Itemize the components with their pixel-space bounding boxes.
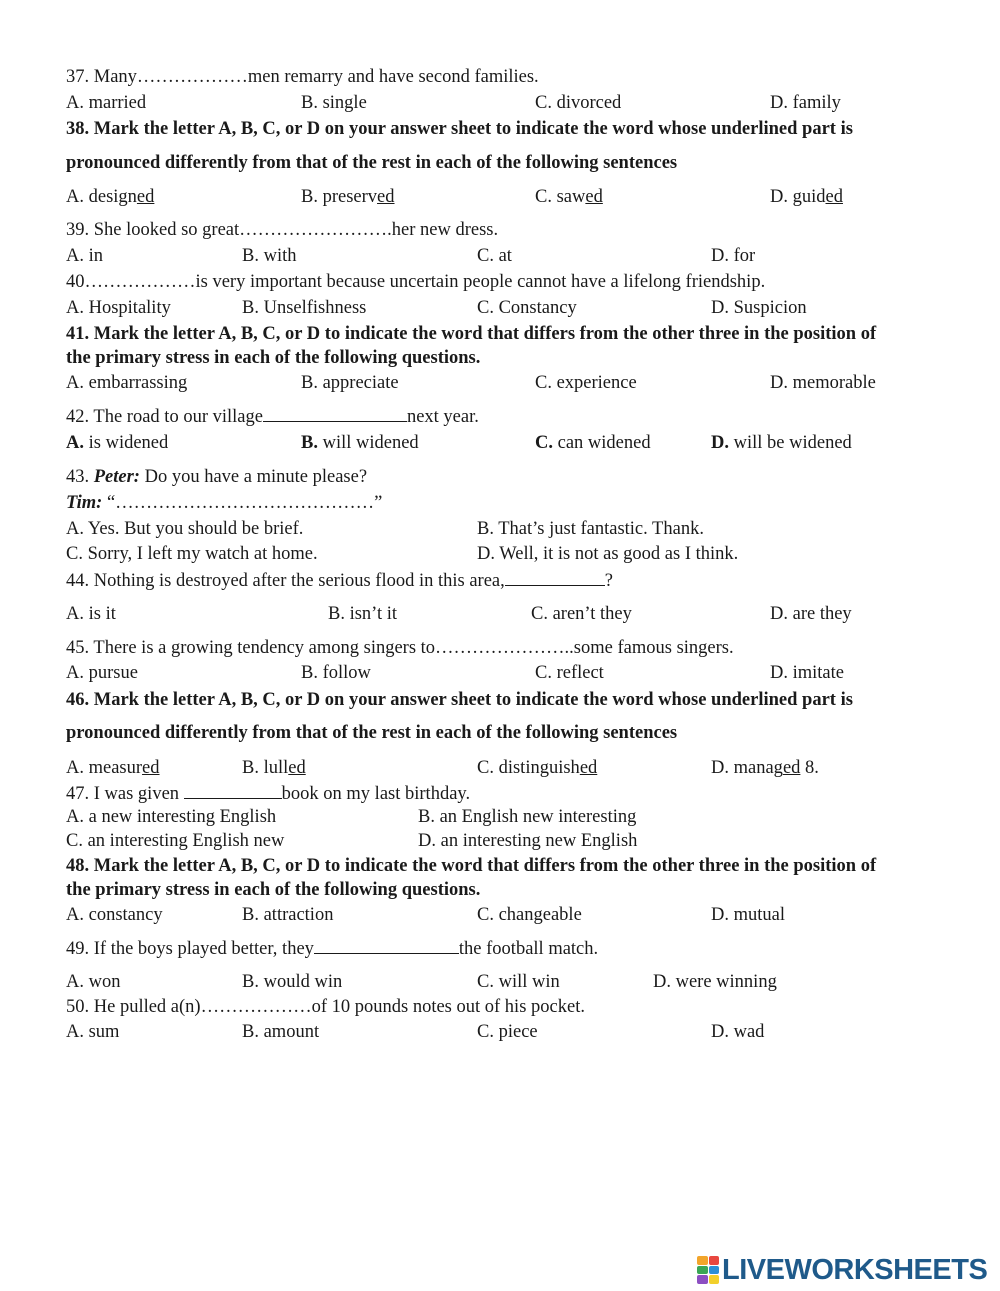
q45-option-c[interactable]: C. reflect (535, 663, 604, 683)
q47-option-c[interactable]: C. an interesting English new (66, 831, 285, 851)
q37-option-b[interactable]: B. single (301, 93, 367, 113)
question-48-instruction-2: the primary stress in each of the following questions. (66, 880, 481, 900)
q49-option-d[interactable]: D. were winning (653, 972, 777, 992)
q41-option-a[interactable]: A. embarrassing (66, 373, 188, 393)
q46-option-c[interactable]: C. distinguished (477, 758, 598, 778)
q42-option-b[interactable]: B. will widened (301, 433, 419, 453)
q41-option-d[interactable]: D. memorable (770, 373, 876, 393)
q49-option-b[interactable]: B. would win (242, 972, 343, 992)
answer-blank[interactable] (263, 405, 407, 422)
q39-option-a[interactable]: A. in (66, 246, 103, 266)
question-41-instruction-2: the primary stress in each of the following questions. (66, 348, 481, 368)
q50-option-d[interactable]: D. wad (711, 1022, 765, 1042)
q38-option-a[interactable]: A. designed (66, 187, 155, 207)
q44-option-c[interactable]: C. aren’t they (531, 604, 632, 624)
q40-option-d[interactable]: D. Suspicion (711, 298, 807, 318)
q49-option-c[interactable]: C. will win (477, 972, 560, 992)
question-38-instruction-2: pronounced differently from that of the rest in each of the following sentences (66, 153, 678, 173)
question-46-instruction-1: 46. Mark the letter A, B, C, or D on your answer sheet to indicate the word whose underlined part is (66, 690, 853, 710)
q39-option-c[interactable]: C. at (477, 246, 512, 266)
q44-option-a[interactable]: A. is it (66, 604, 116, 624)
question-49-stem: 49. If the boys played better, they the football match. (66, 939, 599, 959)
q39-option-b[interactable]: B. with (242, 246, 297, 266)
q44-option-b[interactable]: B. isn’t it (328, 604, 398, 624)
question-43-peter-line: 43. Peter: Do you have a minute please? (66, 467, 368, 487)
q45-option-b[interactable]: B. follow (301, 663, 371, 683)
q43-option-d[interactable]: D. Well, it is not as good as I think. (477, 544, 739, 564)
question-43-tim-line: Tim: “……………………………………” (66, 493, 383, 513)
question-41-instruction-1: 41. Mark the letter A, B, C, or D to indicate the word that differs from the other three in the position of (66, 324, 877, 344)
q41-option-b[interactable]: B. appreciate (301, 373, 399, 393)
q43-option-c[interactable]: C. Sorry, I left my watch at home. (66, 544, 318, 564)
q38-option-c[interactable]: C. sawed (535, 187, 603, 207)
q45-option-d[interactable]: D. imitate (770, 663, 844, 683)
q50-option-b[interactable]: B. amount (242, 1022, 320, 1042)
liveworksheets-logo[interactable] (697, 1255, 987, 1285)
q37-option-a[interactable]: A. married (66, 93, 147, 113)
q48-option-a[interactable]: A. constancy (66, 905, 163, 925)
q42-option-c[interactable]: C. can widened (535, 433, 651, 453)
q37-option-c[interactable]: C. divorced (535, 93, 622, 113)
q44-option-d[interactable]: D. are they (770, 604, 852, 624)
question-44-stem: 44. Nothing is destroyed after the serious flood in this area, ? (66, 571, 613, 591)
q42-option-a[interactable]: A. is widened (66, 433, 169, 453)
q38-option-b[interactable]: B. preserved (301, 187, 395, 207)
q47-option-a[interactable]: A. a new interesting English (66, 807, 277, 827)
question-50-stem: 50. He pulled a(n)………………of 10 pounds notes out of his pocket. (66, 997, 585, 1017)
q48-option-c[interactable]: C. changeable (477, 905, 582, 925)
q50-option-c[interactable]: C. piece (477, 1022, 538, 1042)
q48-option-d[interactable]: D. mutual (711, 905, 785, 925)
q50-option-a[interactable]: A. sum (66, 1022, 120, 1042)
question-48-instruction-1: 48. Mark the letter A, B, C, or D to indicate the word that differs from the other three in the position of (66, 856, 877, 876)
question-46-instruction-2: pronounced differently from that of the rest in each of the following sentences (66, 723, 678, 743)
q46-option-a[interactable]: A. measured (66, 758, 160, 778)
q48-option-b[interactable]: B. attraction (242, 905, 334, 925)
q40-option-b[interactable]: B. Unselfishness (242, 298, 367, 318)
q40-option-c[interactable]: C. Constancy (477, 298, 577, 318)
q47-option-d[interactable]: D. an interesting new English (418, 831, 638, 851)
q42-option-d[interactable]: D. will be widened (711, 433, 852, 453)
liveworksheets-logo-text: LIVEWORKSHEETS (722, 1253, 988, 1286)
q37-option-d[interactable]: D. family (770, 93, 841, 113)
q41-option-c[interactable]: C. experience (535, 373, 637, 393)
question-39-stem: 39. She looked so great…………………….her new dress. (66, 220, 499, 240)
answer-blank[interactable] (505, 569, 605, 586)
answer-blank[interactable] (314, 937, 459, 954)
q49-option-a[interactable]: A. won (66, 972, 121, 992)
liveworksheets-logo-icon (697, 1256, 719, 1284)
question-40-stem: 40………………is very important because uncertain people cannot have a lifelong friendship. (66, 272, 766, 292)
question-38-instruction-1: 38. Mark the letter A, B, C, or D on your answer sheet to indicate the word whose underlined part is (66, 119, 853, 139)
answer-blank[interactable] (184, 782, 282, 799)
q43-option-a[interactable]: A. Yes. But you should be brief. (66, 519, 304, 539)
question-42-stem: 42. The road to our village next year. (66, 407, 479, 427)
q47-option-b[interactable]: B. an English new interesting (418, 807, 637, 827)
q43-option-b[interactable]: B. That’s just fantastic. Thank. (477, 519, 704, 539)
question-37-stem: 37. Many………………men remarry and have second families. (66, 67, 539, 87)
q46-option-b[interactable]: B. lulled (242, 758, 306, 778)
question-47-stem: 47. I was given book on my last birthday. (66, 784, 471, 804)
q46-option-d[interactable]: D. managed 8. (711, 758, 819, 778)
q39-option-d[interactable]: D. for (711, 246, 756, 266)
q40-option-a[interactable]: A. Hospitality (66, 298, 171, 318)
q45-option-a[interactable]: A. pursue (66, 663, 138, 683)
question-45-stem: 45. There is a growing tendency among singers to…………………..some famous singers. (66, 638, 734, 658)
q38-option-d[interactable]: D. guided (770, 187, 843, 207)
